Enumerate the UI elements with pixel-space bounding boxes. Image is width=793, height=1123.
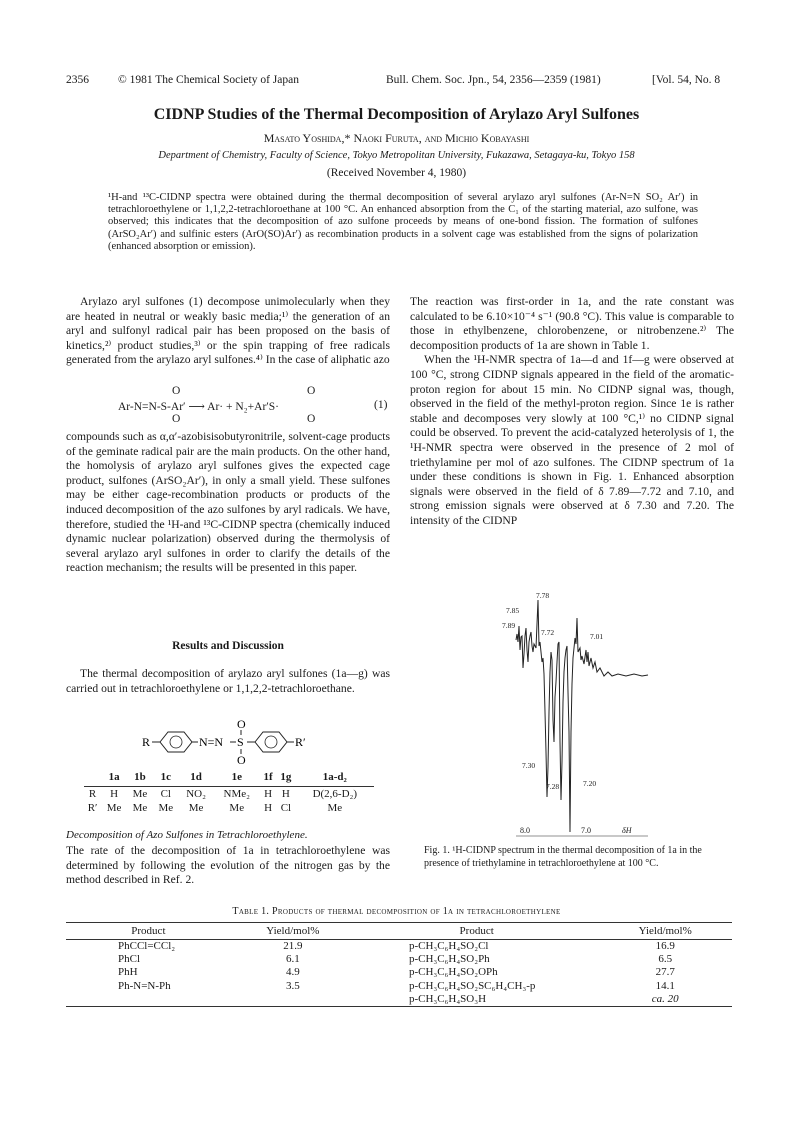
eq-oxygen-top-2: O <box>307 385 316 397</box>
mechanism-paragraph: compounds such as α,α′-azobisisobutyronitrile, solvent-cage products of the geminate radical pair are the main products. On the other hand, the homolysis of arylazo aryl sulfones gives the expected cage product, sulfones (ArSO₂Ar′), in only a small yield. These sulfones may be either cage-recombination products or products of the induced decomposition of the azo sulfones by aryl radicals. We have, therefore, studied the ¹H-and ¹³C-CIDNP spectra (chemically induced dynamic nuclear polarization) observed during the thermolysis of several arylazo aryl sulfones in order to clarify the details of the reaction mechanism; the results will be presented in this paper. <box>66 430 390 575</box>
substituent-row-r: R H Me Cl NO₂ NMe₂ H H D(2,6-D₂) <box>88 788 358 800</box>
cidnp-spectrum-figure <box>498 592 658 842</box>
axis-unit-label: δH <box>622 826 632 835</box>
eq-oxygen-bottom-1: O <box>172 413 181 425</box>
substituent-row-r-prime: R′ Me Me Me Me Me H Cl Me <box>87 802 343 814</box>
structure-r-prime-label: R′ <box>295 735 306 749</box>
intro-paragraph: Arylazo aryl sulfones (1) decompose unimolecularly when they are heated in neutral or weakly basic media;¹⁾ the generation of an aryl and sulfonyl radical pair has been proposed on the basis of kinetics,²⁾ product studies,³⁾ or the spin trapping of free radicals generated from the arylazo aryl sulfones.⁴⁾ In the case of aliphatic azo <box>66 295 390 367</box>
peak-label-720: 7.20 <box>583 779 597 788</box>
peak-label-785: 7.85 <box>506 606 520 615</box>
eq-oxygen-bottom-2: O <box>307 413 316 425</box>
table-row: PhCl 6.1 p-CH₃C₆H₄SO₂Ph 6.5 <box>118 953 673 966</box>
peak-label-789: 7.89 <box>502 621 516 630</box>
spectrum-trace <box>516 600 648 832</box>
page-number: 2356 <box>66 74 89 86</box>
copyright-line: © 1981 The Chemical Society of Japan <box>118 74 299 86</box>
structure-oxygen-bottom: O <box>237 753 246 766</box>
substituent-header-row: 1a 1b 1c 1d 1e 1f 1g 1a-d₂ <box>84 770 374 787</box>
substituent-caption: Decomposition of Azo Sulfones in Tetrachloroethylene. <box>66 829 308 841</box>
kinetics-paragraph: The reaction was first-order in 1a, and the rate constant was calculated to be 6.10×10⁻⁴ s⁻¹ (90.8 °C). This value is comparable to those in ethylbenzene, chlorobenzene, or nitrobenzene.²⁾ The decomposition products of 1a are shown in Table 1. <box>410 295 734 352</box>
reaction-equation: Ar-N=N-S-Ar′ ⟶ Ar· + N₂+Ar′S· <box>118 401 280 413</box>
section-heading: Results and Discussion <box>172 640 284 652</box>
affiliation: Department of Chemistry, Faculty of Science, Tokyo Metropolitan University, Fukazawa, Setagaya-ku, Tokyo 158 <box>158 150 635 161</box>
substituent-table <box>84 770 374 815</box>
structure-sulfur-label: S <box>237 735 244 749</box>
journal-citation: Bull. Chem. Soc. Jpn., 54, 2356—2359 (1981) <box>386 74 601 86</box>
structure-azo-label: N=N <box>199 735 224 749</box>
axis-tick-8: 8.0 <box>520 826 530 835</box>
table-row: Ph-N=N-Ph 3.5 p-CH₃C₆H₄SO₂SC₆H₄CH₃-p 14.1 <box>118 979 675 992</box>
rate-paragraph: The rate of the decomposition of 1a in tetrachloroethylene was determined by following the evolution of the nitrogen gas by the method described in Ref. 2. <box>66 844 390 887</box>
table-row: p-CH₃C₆H₄SO₃H ca. 20 <box>66 993 732 1007</box>
benzene-ring-left <box>160 732 192 752</box>
abstract: ¹H-and ¹³C-CIDNP spectra were obtained during the thermal decomposition of several arylazo aryl sulfones (Ar-N=N SO₂ Ar′) in tetrachloroethylene or 1,1,2,2-tetrachloroethane at 100 °C. An enhanced absorption from the C₁ of the starting material, azo sulfone, was observed; this indicates that the decomposition of azo sulfone proceeds by means of one-bond fission. The formation of sulfones (ArSO₂Ar′) and sulfinic esters (ArO(SO)Ar′) as recombination products in a solvent cage was established from the signs of polarization (enhanced absorption or emission). <box>108 192 698 252</box>
figure-caption: Fig. 1. ¹H-CIDNP spectrum in the thermal decomposition of 1a in the presence of triethylamine in tetrachloroethylene at 100 °C. <box>424 845 702 869</box>
structure-r-label: R <box>142 735 151 749</box>
table-row: PhCCl=CCl₂ 21.9 p-CH₃C₆H₄SO₂Cl 16.9 <box>118 940 675 953</box>
results-paragraph: The thermal decomposition of arylazo aryl sulfones (1a—g) was carried out in tetrachloroethylene or 1,1,2,2-tetrachloroethane. <box>66 667 390 695</box>
table-title: Table 1. Products of thermal decomposition of 1a in tetrachloroethylene <box>232 906 561 917</box>
left-column-continued <box>66 430 390 576</box>
peak-label-728: 7.28 <box>546 782 560 791</box>
eq-oxygen-top-1: O <box>172 385 181 397</box>
table-header-row: Product Yield/mol% Product Yield/mol% <box>66 923 732 940</box>
results-text <box>66 667 390 696</box>
cidnp-paragraph: When the ¹H-NMR spectra of 1a—d and 1f—g were observed at 100 °C, strong CIDNP signals appeared in the field of the aromatic-proton region for about 15 min. No CIDNP signal was, though, observed in the field of the methyl-proton region. Since 1e is rather stable and decomposes very slowly at 100 °C,¹⁾ no CIDNP signal could be observed. To prevent the acid-catalyzed heterolysis of 1, the ¹H-NMR spectra were observed in the presence of 2 mol of triethylamine per mol of azo sulfones. The CIDNP spectrum of 1a under these conditions is shown in Fig. 1. Enhanced absorption signals were observed in the field of δ 7.89—7.72 and 7.10, and strong emission signals were observed at δ 7.30 and 7.20. The intensity of the CIDNP <box>410 353 734 527</box>
peak-label-778: 7.78 <box>536 591 550 600</box>
peak-label-772: 7.72 <box>541 628 555 637</box>
peak-label-701: 7.01 <box>590 632 604 641</box>
right-column <box>410 295 734 529</box>
table-row: PhH 4.9 p-CH₃C₆H₄SO₂OPh 27.7 <box>118 966 675 979</box>
left-column <box>66 295 390 368</box>
axis-tick-7: 7.0 <box>581 826 591 835</box>
equation-number: (1) <box>374 399 388 411</box>
paper-title: CIDNP Studies of the Thermal Decomposition of Arylazo Aryl Sulfones <box>153 106 640 123</box>
received-date: (Received November 4, 1980) <box>326 167 467 179</box>
volume-label: [Vol. 54, No. 8 <box>652 74 721 86</box>
products-table <box>66 922 732 1007</box>
peak-label-730: 7.30 <box>522 761 536 770</box>
rate-text <box>66 844 390 888</box>
benzene-ring-right <box>255 732 287 752</box>
azo-sulfone-structure <box>140 718 330 766</box>
author-list: Masato Yoshida,* Naoki Furuta, and Michio Kobayashi <box>263 131 530 145</box>
structure-oxygen-top: O <box>237 718 246 731</box>
